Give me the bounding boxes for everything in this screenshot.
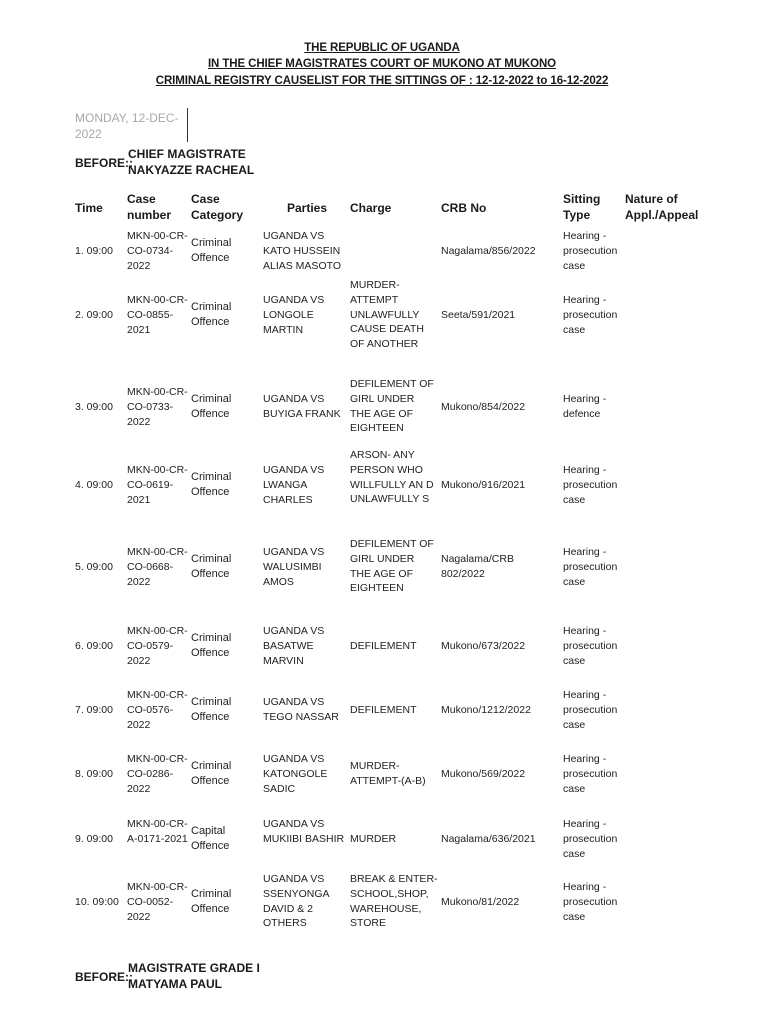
- row-case-category: Criminal Offence: [191, 632, 232, 659]
- col-header-nature: Nature of Appl./Appeal: [625, 192, 699, 222]
- row-crb-no: Mukono/854/2022: [441, 401, 526, 413]
- row-case-number: MKN-00-CR-CO-0286-2022: [127, 753, 188, 795]
- magistrate-name: NAKYAZZE RACHEAL: [128, 163, 255, 177]
- row-parties: UGANDA VS LONGOLE MARTIN: [263, 294, 325, 336]
- row-time: 10. 09:00: [75, 896, 119, 908]
- row-parties: UGANDA VS SSENYONGA DAVID & 2 OTHERS: [263, 873, 329, 930]
- row-time: 5. 09:00: [75, 561, 113, 573]
- row-time: 2. 09:00: [75, 309, 113, 321]
- row-case-category: Criminal Offence: [191, 471, 232, 498]
- row-case-category: Criminal Offence: [191, 237, 232, 264]
- col-header-charge: Charge: [350, 201, 392, 215]
- row-parties: UGANDA VS MUKIIBI BASHIR: [263, 818, 345, 845]
- row-sitting-type: Hearing - prosecution case: [563, 230, 618, 272]
- row-crb-no: Mukono/569/2022: [441, 768, 526, 780]
- row-time: 6. 09:00: [75, 640, 113, 652]
- day-header: [75, 108, 188, 142]
- row-case-number: MKN-00-CR-CO-0668-2022: [127, 546, 188, 588]
- row-case-category: Criminal Offence: [191, 760, 232, 787]
- document-title-causelist: CRIMINAL REGISTRY CAUSELIST FOR THE SITTINGS OF : 12-12-2022 to 16-12-2022: [155, 75, 609, 87]
- row-parties: UGANDA VS KATO HUSSEIN ALIAS MASOTO: [263, 230, 341, 272]
- col-header-sitting-type: Sitting Type: [563, 192, 601, 222]
- before-label: BEFORE::: [75, 156, 133, 170]
- col-header-time: Time: [75, 201, 103, 215]
- row-time: 9. 09:00: [75, 833, 113, 845]
- row-sitting-type: Hearing - prosecution case: [563, 625, 618, 667]
- document-title-republic: THE REPUBLIC OF UGANDA: [304, 42, 460, 54]
- row-sitting-type: Hearing - prosecution case: [563, 753, 618, 795]
- row-charge: BREAK & ENTER-SCHOOL,SHOP, WAREHOUSE, STORE: [350, 873, 438, 930]
- row-parties: UGANDA VS LWANGA CHARLES: [263, 464, 325, 506]
- row-sitting-type: Hearing - prosecution case: [563, 464, 618, 506]
- row-case-category: Criminal Offence: [191, 301, 232, 328]
- col-header-crb-no: CRB No: [441, 201, 487, 215]
- row-crb-no: Nagalama/CRB 802/2022: [441, 553, 514, 580]
- row-crb-no: Mukono/916/2021: [441, 479, 526, 491]
- row-sitting-type: Hearing - prosecution case: [563, 294, 618, 336]
- document-title-court: IN THE CHIEF MAGISTRATES COURT OF MUKONO AT MUKONO: [207, 58, 557, 70]
- col-header-case-category: Case Category: [191, 192, 244, 222]
- row-charge: DEFILEMENT OF GIRL UNDER THE AGE OF EIGHTEEN: [350, 378, 434, 435]
- row-crb-no: Mukono/81/2022: [441, 896, 520, 908]
- row-case-category: Criminal Offence: [191, 553, 232, 580]
- row-case-number: MKN-00-CR-CO-0734-2022: [127, 230, 188, 272]
- row-parties: UGANDA VS TEGO NASSAR: [263, 696, 339, 723]
- row-case-number: MKN-00-CR-CO-0733-2022: [127, 386, 188, 428]
- row-charge: MURDER: [350, 833, 397, 845]
- row-crb-no: Nagalama/636/2021: [441, 833, 536, 845]
- row-case-category: Criminal Offence: [191, 888, 232, 915]
- row-sitting-type: Hearing - defence: [563, 393, 607, 420]
- row-time: 1. 09:00: [75, 245, 113, 257]
- row-charge: DEFILEMENT OF GIRL UNDER THE AGE OF EIGHTEEN: [350, 538, 434, 595]
- row-time: 3. 09:00: [75, 401, 113, 413]
- row-case-category: Criminal Offence: [191, 393, 232, 420]
- before-label: BEFORE::: [75, 970, 133, 984]
- row-case-category: Capital Offence: [191, 825, 230, 852]
- row-crb-no: Seeta/591/2021: [441, 309, 516, 321]
- day-date: MONDAY, 12-DEC-2022: [75, 111, 179, 141]
- col-header-parties: Parties: [287, 201, 328, 215]
- row-crb-no: Mukono/673/2022: [441, 640, 526, 652]
- row-case-number: MKN-00-CR-A-0171-2021: [127, 818, 188, 845]
- row-case-number: MKN-00-CR-CO-0576-2022: [127, 689, 188, 731]
- row-sitting-type: Hearing - prosecution case: [563, 689, 618, 731]
- row-time: 8. 09:00: [75, 768, 113, 780]
- row-case-number: MKN-00-CR-CO-0052-2022: [127, 881, 188, 923]
- row-charge: MURDER-ATTEMPT UNLAWFULLY CAUSE DEATH OF ANOTHER: [350, 279, 424, 351]
- col-header-case-number: Case number: [127, 192, 172, 222]
- row-parties: UGANDA VS KATONGOLE SADIC: [263, 753, 328, 795]
- row-charge: ARSON- ANY PERSON WHO WILLFULLY AN D UNLAWFULLY S: [350, 449, 434, 506]
- row-parties: UGANDA VS WALUSIMBI AMOS: [263, 546, 325, 588]
- row-parties: UGANDA VS BUYIGA FRANK: [263, 393, 341, 420]
- row-time: 4. 09:00: [75, 479, 113, 491]
- row-sitting-type: Hearing - prosecution case: [563, 818, 618, 860]
- row-time: 7. 09:00: [75, 704, 113, 716]
- row-sitting-type: Hearing - prosecution case: [563, 881, 618, 923]
- row-parties: UGANDA VS BASATWE MARVIN: [263, 625, 325, 667]
- row-case-category: Criminal Offence: [191, 696, 232, 723]
- row-charge: DEFILEMENT: [350, 640, 417, 652]
- row-crb-no: Mukono/1212/2022: [441, 704, 531, 716]
- row-charge: MURDER-ATTEMPT-(A-B): [350, 760, 426, 787]
- magistrate-title: MAGISTRATE GRADE I: [128, 961, 260, 975]
- magistrate-name: MATYAMA PAUL: [128, 977, 222, 991]
- magistrate-title: CHIEF MAGISTRATE: [128, 147, 246, 161]
- row-case-number: MKN-00-CR-CO-0619-2021: [127, 464, 188, 506]
- row-case-number: MKN-00-CR-CO-0855-2021: [127, 294, 188, 336]
- row-crb-no: Nagalama/856/2022: [441, 245, 536, 257]
- row-charge: DEFILEMENT: [350, 704, 417, 716]
- row-sitting-type: Hearing - prosecution case: [563, 546, 618, 588]
- row-case-number: MKN-00-CR-CO-0579-2022: [127, 625, 188, 667]
